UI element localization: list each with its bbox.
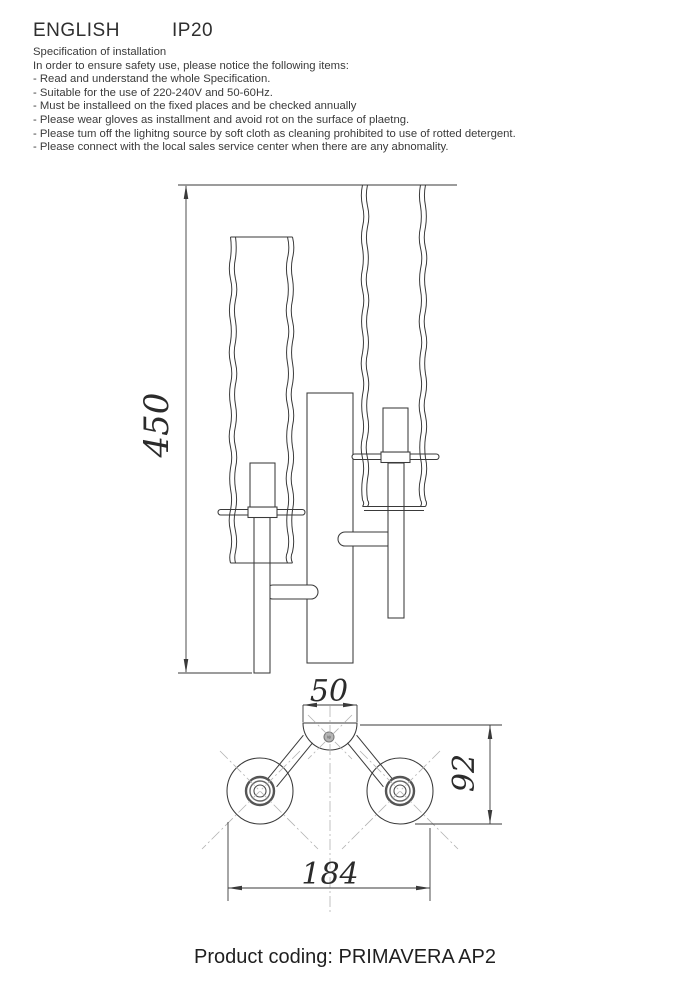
spec-item: - Suitable for the use of 220-240V and 50-60Hz. (33, 86, 273, 99)
left-arm (266, 585, 318, 599)
spec-item: - Must be installeed on the fixed places and be checked annually (33, 100, 357, 113)
spec-item: - Please tum off the lighitng source by soft cloth as cleaning prohibited to use of rotted detergent. (33, 127, 516, 140)
ip-rating-label: IP20 (172, 20, 214, 41)
left-candle-socket (250, 463, 275, 507)
right-rod (388, 463, 404, 618)
front-view-drawing (178, 185, 457, 673)
right-arm (338, 532, 394, 546)
dim-92-label: 92 (447, 753, 482, 793)
dim-184-label: 184 (301, 857, 359, 892)
spec-intro: In order to ensure safety use, please notice the following items: (33, 59, 349, 72)
right-socket-collar (381, 452, 410, 463)
mounting-plate (307, 393, 353, 663)
left-socket-collar (248, 507, 277, 518)
dim-450-label: 450 (137, 392, 177, 458)
language-label: ENGLISH (33, 20, 120, 41)
spec-item: - Please connect with the local sales service center when there are any abnomality. (33, 141, 449, 154)
left-rod (254, 518, 270, 674)
spec-item: - Please wear gloves as installment and avoid rot on the surface of plaetng. (33, 113, 410, 126)
dim-50-label: 50 (309, 674, 349, 709)
spec-title: Specification of installation (33, 46, 167, 58)
right-candle-socket (383, 408, 408, 452)
spec-item: - Read and understand the whole Specification. (33, 73, 271, 86)
dim-450-arrow-bottom (184, 659, 189, 673)
product-coding: Product coding: PRIMAVERA AP2 (193, 946, 496, 968)
dim-450-arrow-top (184, 185, 189, 199)
